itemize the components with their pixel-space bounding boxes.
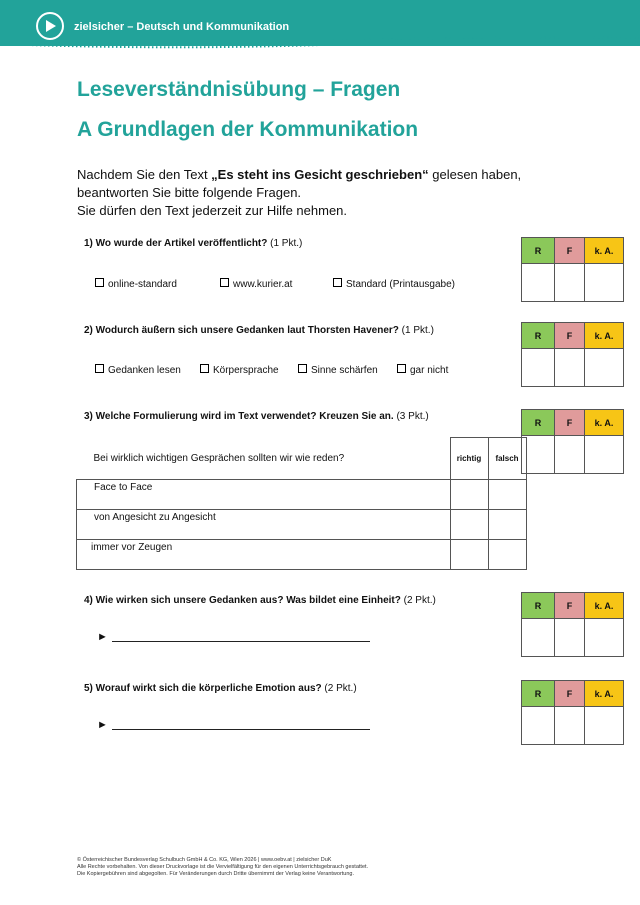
header-dots <box>0 36 640 50</box>
richtig-cell[interactable] <box>450 510 488 540</box>
footer-copyright: © Österreichischer Bundesverlag Schulbuch GmbH & Co. KG, Wien 2026 | www.oebv.at | zielsicher DuK Alle Rechte vorbehalten. Von dieser Druckvorlage ist die Vervielfältigung für den eigenen Unterrichtsgebrauch gestattet. Die Kopiergebühren sind abgegolten. Für Veränderungen durch Dritte übernimmt der Verlag keine Verantwortung. <box>77 857 369 877</box>
arrow-icon: ► <box>97 631 108 643</box>
score-box-1: R F k. A. <box>521 237 624 302</box>
question-5: 5) Worauf wirkt sich die körperliche Emotion aus? (2 Pkt.) <box>84 683 357 694</box>
falsch-cell[interactable] <box>488 480 526 510</box>
score-box-5: R F k. A. <box>521 680 624 745</box>
answer-line-5[interactable] <box>97 719 370 731</box>
question-2: 2) Wodurch äußern sich unsere Gedanken laut Thorsten Havener? (1 Pkt.) <box>84 325 434 336</box>
checkbox-icon[interactable] <box>298 364 307 373</box>
falsch-cell[interactable] <box>488 510 526 540</box>
checkbox-icon[interactable] <box>200 364 209 373</box>
richtig-cell[interactable] <box>450 540 488 570</box>
q2-option[interactable]: Gedanken lesen <box>95 364 181 376</box>
q3-row-label: Face to Face <box>77 480 451 510</box>
richtig-cell[interactable] <box>450 480 488 510</box>
q1-option[interactable]: Standard (Printausgabe) <box>333 278 455 290</box>
score-box-3: R F k. A. <box>521 409 624 474</box>
col-richtig: richtig <box>450 438 488 480</box>
q3-answer-table <box>76 437 527 570</box>
q2-option[interactable]: Körpersprache <box>200 364 279 376</box>
checkbox-icon[interactable] <box>220 278 229 287</box>
checkbox-icon[interactable] <box>95 364 104 373</box>
question-4: 4) Wie wirken sich unsere Gedanken aus? Was bildet eine Einheit? (2 Pkt.) <box>84 595 436 606</box>
score-box-4: R F k. A. <box>521 592 624 657</box>
q2-option[interactable]: Sinne schärfen <box>298 364 378 376</box>
brand-title: zielsicher – Deutsch und Kommunikation <box>74 21 290 33</box>
q1-option[interactable]: online-standard <box>95 278 177 290</box>
score-box-2: R F k. A. <box>521 322 624 387</box>
checkbox-icon[interactable] <box>333 278 342 287</box>
question-1: 1) Wo wurde der Artikel veröffentlicht? (1 Pkt.) <box>84 238 303 249</box>
intro-text: Nachdem Sie den Text „Es steht ins Gesicht geschrieben“ gelesen haben, beantworten Sie bitte folgende Fragen. Sie dürfen den Text jederzeit zur Hilfe nehmen. <box>77 167 522 218</box>
checkbox-icon[interactable] <box>397 364 406 373</box>
q3-row-label: immer vor Zeugen <box>77 540 451 570</box>
question-3: 3) Welche Formulierung wird im Text verwendet? Kreuzen Sie an. (3 Pkt.) <box>84 411 429 422</box>
page-title: Leseverständnisübung – Fragen <box>77 78 401 101</box>
arrow-icon: ► <box>97 719 108 731</box>
section-title: A Grundlagen der Kommunikation <box>77 118 419 141</box>
q3-prompt: Bei wirklich wichtigen Gesprächen sollten wir wie reden? <box>77 438 451 480</box>
q3-row-label: von Angesicht zu Angesicht <box>77 510 451 540</box>
q2-option[interactable]: gar nicht <box>397 364 448 376</box>
falsch-cell[interactable] <box>488 540 526 570</box>
col-falsch: falsch <box>488 438 526 480</box>
answer-line-4[interactable] <box>97 631 370 643</box>
checkbox-icon[interactable] <box>95 278 104 287</box>
q1-option[interactable]: www.kurier.at <box>220 278 292 290</box>
